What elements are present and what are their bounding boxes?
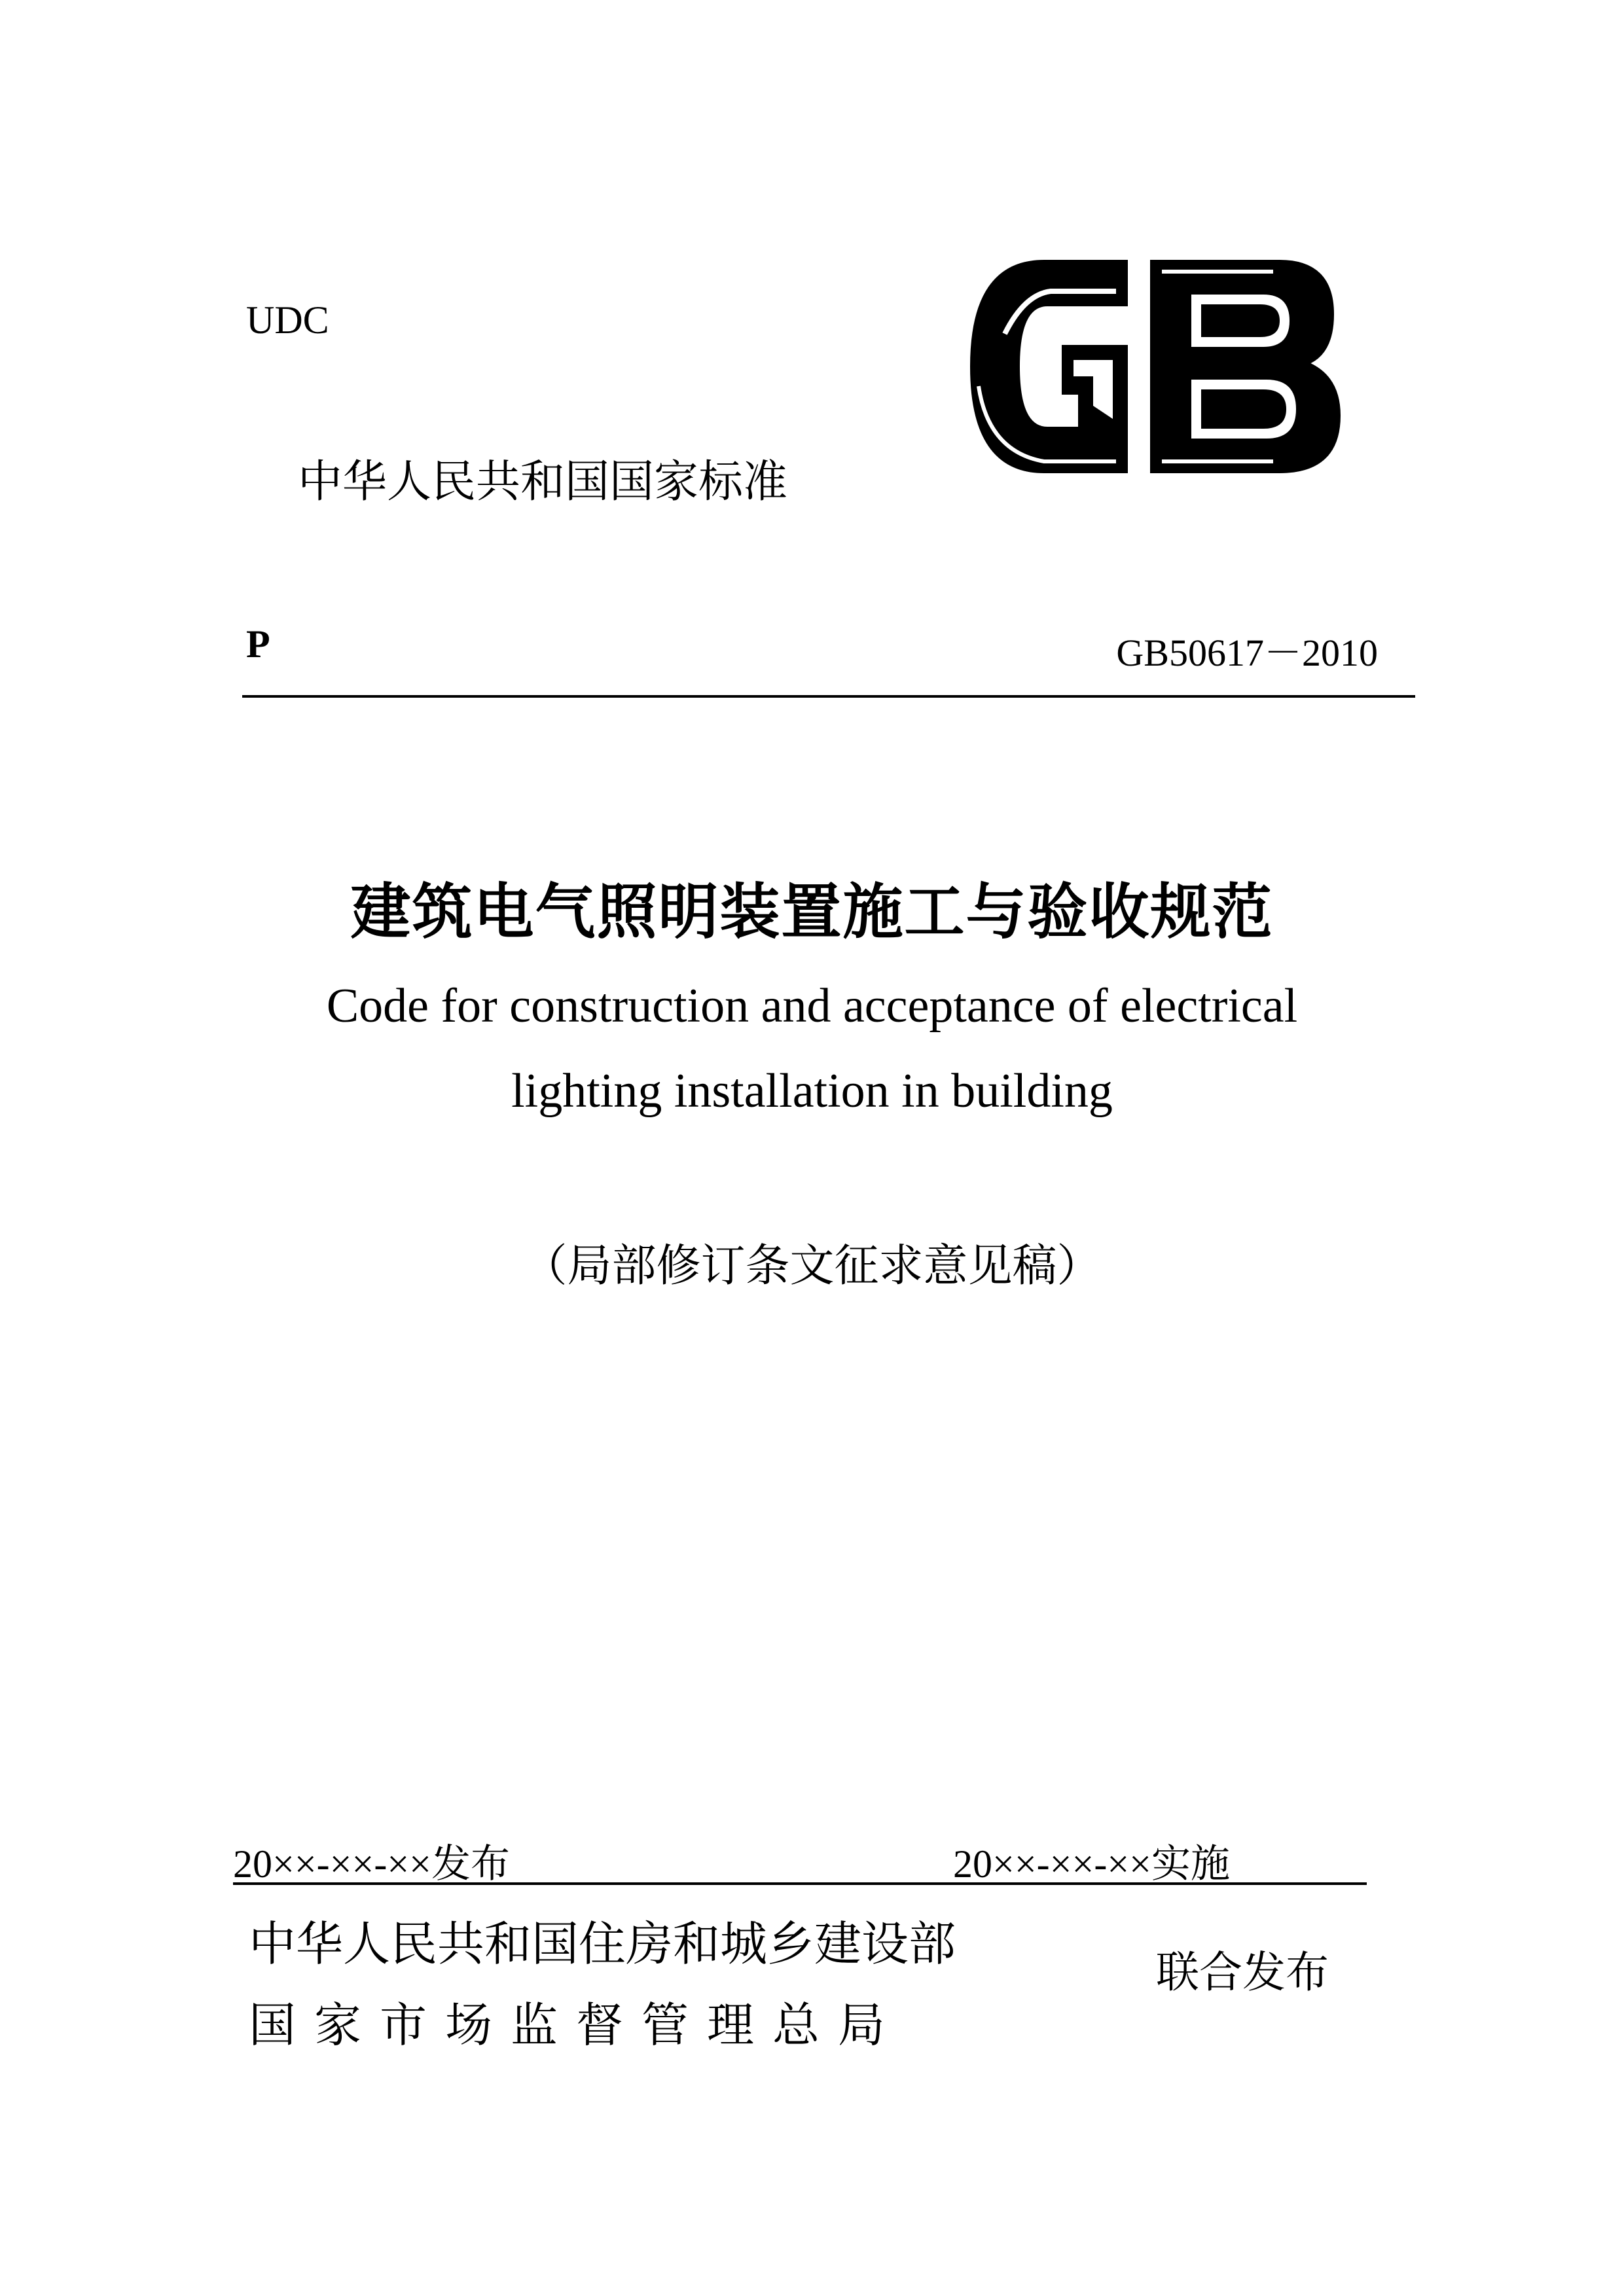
joint-issue-label: 联合发布 bbox=[1156, 1947, 1329, 1998]
document-title-english-line2: lighting installation in building bbox=[511, 1064, 1113, 1118]
udc-label: UDC bbox=[246, 298, 329, 342]
issue-date: 20××-××-××发布 bbox=[233, 1842, 510, 1886]
gb-logo-b bbox=[1152, 262, 1339, 471]
effective-date: 20××-××-××实施 bbox=[953, 1842, 1230, 1886]
issuer-administration: 国家市场监督管理总局 bbox=[249, 1998, 904, 2053]
document-title-english-line1: Code for construction and acceptance of electrical bbox=[326, 979, 1298, 1033]
standard-number: GB50617－2010 bbox=[1116, 632, 1378, 674]
header-divider bbox=[242, 695, 1415, 698]
dates-divider bbox=[233, 1882, 1367, 1885]
issuer-ministry: 中华人民共和国住房和城乡建设部 bbox=[249, 1916, 956, 1971]
classification-code: P bbox=[246, 622, 270, 666]
gb-logo-g bbox=[972, 262, 1126, 471]
document-title-chinese: 建筑电气照明装置施工与验收规范 bbox=[350, 877, 1274, 947]
draft-note: （局部修订条文征求意见稿） bbox=[522, 1241, 1102, 1291]
gb-logo bbox=[965, 255, 1345, 478]
national-standard-label: 中华人民共和国国家标准 bbox=[298, 456, 788, 508]
